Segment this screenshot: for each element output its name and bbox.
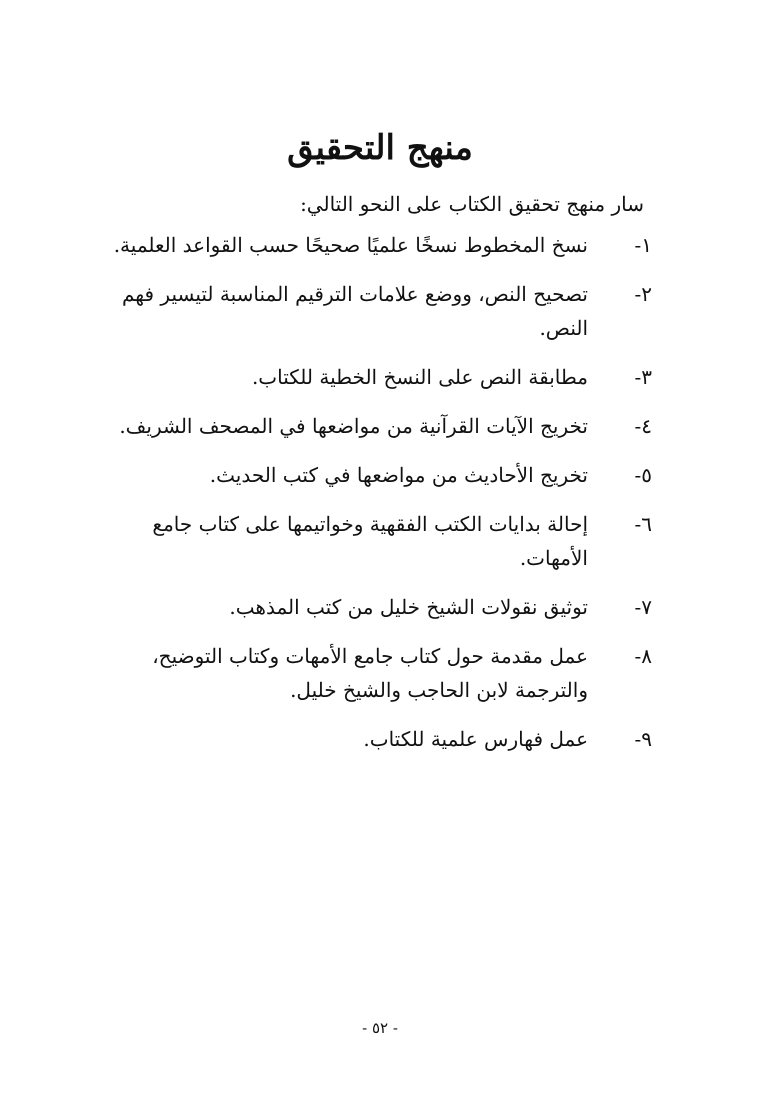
- list-item-number: ٢-: [634, 282, 652, 306]
- list-item-number: ٨-: [634, 644, 652, 668]
- list-item-text: نسخ المخطوط نسخًا علميًا صحيحًا حسب القواعد العلمية.: [113, 233, 588, 257]
- list-item-text: عمل مقدمة حول كتاب جامع الأمهات وكتاب التوضيح، والترجمة لابن الحاجب والشيخ خليل.: [152, 644, 588, 702]
- list-item-text: تصحيح النص، ووضع علامات الترقيم المناسبة لتيسير فهم النص.: [121, 282, 588, 340]
- list-item: [112, 360, 652, 394]
- list-item: [112, 507, 652, 575]
- page-title: منهج التحقيق: [287, 128, 473, 168]
- list-item: [112, 458, 652, 492]
- list-item: [112, 590, 652, 624]
- intro-paragraph: سار منهج تحقيق الكتاب على النحو التالي:: [300, 192, 644, 216]
- list-item-number: ٦-: [634, 512, 652, 536]
- list-item-number: ٧-: [634, 595, 652, 619]
- list-item-number: ٣-: [634, 365, 652, 389]
- list-item-text: عمل فهارس علمية للكتاب.: [363, 727, 588, 751]
- list-item-number: ٩-: [634, 727, 652, 751]
- list-item-text: تخريج الآيات القرآنية من مواضعها في المصحف الشريف.: [119, 414, 588, 438]
- list-item-text: مطابقة النص على النسخ الخطية للكتاب.: [251, 365, 588, 389]
- list-item-text: إحالة بدايات الكتب الفقهية وخواتيمها على كتاب جامع الأمهات.: [152, 512, 588, 570]
- list-item-text: تخريج الأحاديث من مواضعها في كتب الحديث.: [209, 463, 588, 487]
- list-item-text: توثيق نقولات الشيخ خليل من كتب المذهب.: [229, 595, 588, 619]
- list-item: [112, 228, 652, 262]
- list-item: [112, 639, 652, 707]
- methodology-list: [112, 228, 652, 771]
- list-item: [112, 722, 652, 756]
- list-item-number: ٥-: [634, 463, 652, 487]
- list-item-number: ٤-: [634, 414, 652, 438]
- list-item-number: ١-: [634, 233, 652, 257]
- list-item: [112, 409, 652, 443]
- page-number: - ٥٢ -: [362, 1019, 398, 1037]
- list-item: [112, 277, 652, 345]
